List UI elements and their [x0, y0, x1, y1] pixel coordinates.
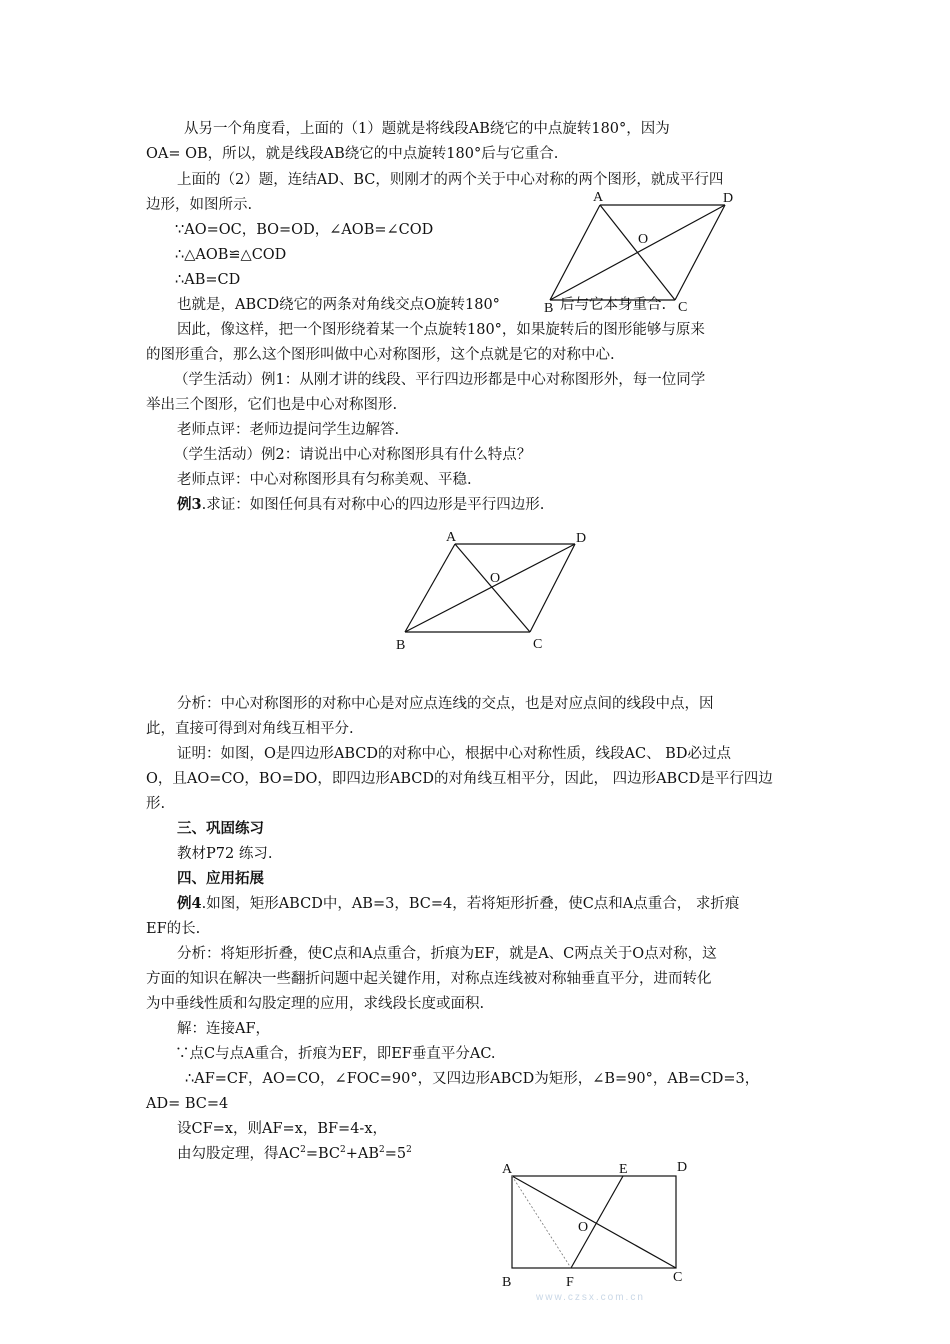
superscript: 2: [300, 1145, 306, 1156]
statement-line: ∴AB=CD: [175, 272, 241, 288]
para-line: 教材P72 练习.: [177, 846, 273, 862]
label-d: D: [723, 191, 734, 206]
label-c: C: [673, 1270, 683, 1285]
statement-line: ∴△AOB≌△COD: [175, 247, 287, 263]
superscript: 2: [339, 1145, 346, 1156]
para-line: 方面的知识在解决一些翻折问题中起关键作用，对称点连线被对称轴垂直平分，进而转化: [146, 971, 712, 987]
example4-line: [177, 896, 739, 913]
para-line: 证明：如图，O是四边形ABCD的对称中心，根据中心对称性质，线段AC、 BD必过点: [177, 746, 731, 762]
statement-line: ∵AO=OC，BO=OD，∠AOB=∠COD: [175, 222, 434, 238]
para-line: 的图形重合，那么这个图形叫做中心对称图形，这个点就是它的对称中心.: [146, 347, 615, 363]
example3-text: .求证：如图任何具有对称中心的四边形是平行四边形.: [201, 497, 545, 513]
label-b: B: [396, 638, 406, 653]
label-d: D: [576, 531, 587, 546]
example3-label: 例3: [177, 496, 202, 513]
statement-line: 后与它本身重合.: [560, 297, 667, 313]
para-line: 分析：将矩形折叠，使C点和A点重合，折痕为EF，就是A、C两点关于O点对称，这: [177, 946, 717, 962]
label-a: A: [593, 190, 604, 205]
equation-line: [177, 1146, 412, 1163]
label-f: F: [566, 1275, 574, 1290]
label-o: O: [638, 232, 649, 247]
eq-part: =BC: [305, 1146, 340, 1162]
label-e: E: [619, 1162, 628, 1177]
label-b: B: [502, 1275, 512, 1290]
side-dc: [530, 544, 575, 632]
para-line: 设CF=x，则AF=x，BF=4-x，: [177, 1121, 388, 1137]
para-line: 形.: [146, 796, 166, 812]
para-line: （学生活动）例2：请说出中心对称图形具有什么特点？: [174, 447, 532, 463]
label-c: C: [533, 637, 543, 652]
para-line: 分析：中心对称图形的对称中心是对应点连线的交点，也是对应点间的线段中点，因: [177, 696, 714, 712]
para-line: AD= BC=4: [146, 1096, 229, 1112]
watermark: www.czsx.com.cn: [536, 1292, 645, 1303]
para-line: 边形，如图所示.: [146, 197, 253, 213]
label-c: C: [678, 300, 688, 315]
para-line: ∵点C与点A重合，折痕为EF，即EF垂直平分AC.: [175, 1046, 496, 1062]
para-line: EF的长.: [146, 921, 201, 937]
para-line: O，且AO=CO，BO=DO，即四边形ABCD的对角线互相平分，因此， 四边形ABCD是平行四边: [146, 771, 773, 787]
para-line: 解：连接AF，: [177, 1021, 271, 1037]
para-line: 此，直接可得到对角线互相平分.: [146, 721, 354, 737]
label-o: O: [490, 571, 501, 586]
para-line: 举出三个图形，它们也是中心对称图形.: [146, 397, 398, 413]
superscript: 2: [406, 1145, 412, 1156]
para-line: 老师点评：老师边提问学生边解答.: [177, 422, 400, 438]
para-line: OA= OB，所以，就是线段AB绕它的中点旋转180°后与它重合.: [146, 146, 559, 162]
figure-rectangle-fold: [495, 1155, 705, 1290]
label-a: A: [446, 530, 457, 545]
para-line: 从另一个角度看，上面的（1）题就是将线段AB绕它的中点旋转180°，因为: [184, 121, 670, 137]
segment-af: [512, 1176, 571, 1268]
para-line: 上面的（2）题，连结AD、BC，则刚才的两个关于中心对称的两个图形，就成平行四: [177, 172, 724, 188]
para-line: 因此，像这样，把一个图形绕着某一个点旋转180°，如果旋转后的图形能够与原来: [177, 322, 705, 338]
para-line: 为中垂线性质和勾股定理的应用，求线段长度或面积.: [146, 996, 485, 1012]
diagonal-ac: [512, 1176, 676, 1268]
label-a: A: [502, 1162, 513, 1177]
statement-line: 也就是，ABCD绕它的两条对角线交点O旋转180°: [177, 297, 500, 313]
label-o: O: [578, 1220, 589, 1235]
figure-parallelogram-1: [530, 185, 750, 320]
label-b: B: [544, 301, 554, 316]
para-line: ∴AF=CF，AO=CO，∠FOC=90°，又四边形ABCD为矩形，∠B=90°，AB=CD=3，: [185, 1071, 760, 1087]
para-line: （学生活动）例1：从刚才讲的线段、平行四边形都是中心对称图形外，每一位同学: [174, 372, 706, 388]
diagonal-ac: [455, 544, 530, 632]
superscript: 2: [379, 1145, 385, 1156]
label-d: D: [677, 1160, 688, 1175]
eq-part: =5: [384, 1146, 407, 1162]
figure-parallelogram-2: [390, 525, 600, 655]
eq-part: 由勾股定理，得AC: [177, 1146, 301, 1162]
section-heading: 三、巩固练习: [177, 820, 264, 837]
eq-part: +AB: [345, 1146, 379, 1162]
example4-text: .如图，矩形ABCD中，AB=3，BC=4，若将矩形折叠，使C点和A点重合， 求折痕: [201, 896, 740, 912]
section-heading: 四、应用拓展: [177, 870, 264, 887]
para-line: 老师点评：中心对称图形具有匀称美观、平稳.: [177, 472, 472, 488]
diagonal-bd: [550, 205, 725, 300]
example3-line: [177, 497, 544, 514]
example4-label: 例4: [177, 895, 202, 912]
